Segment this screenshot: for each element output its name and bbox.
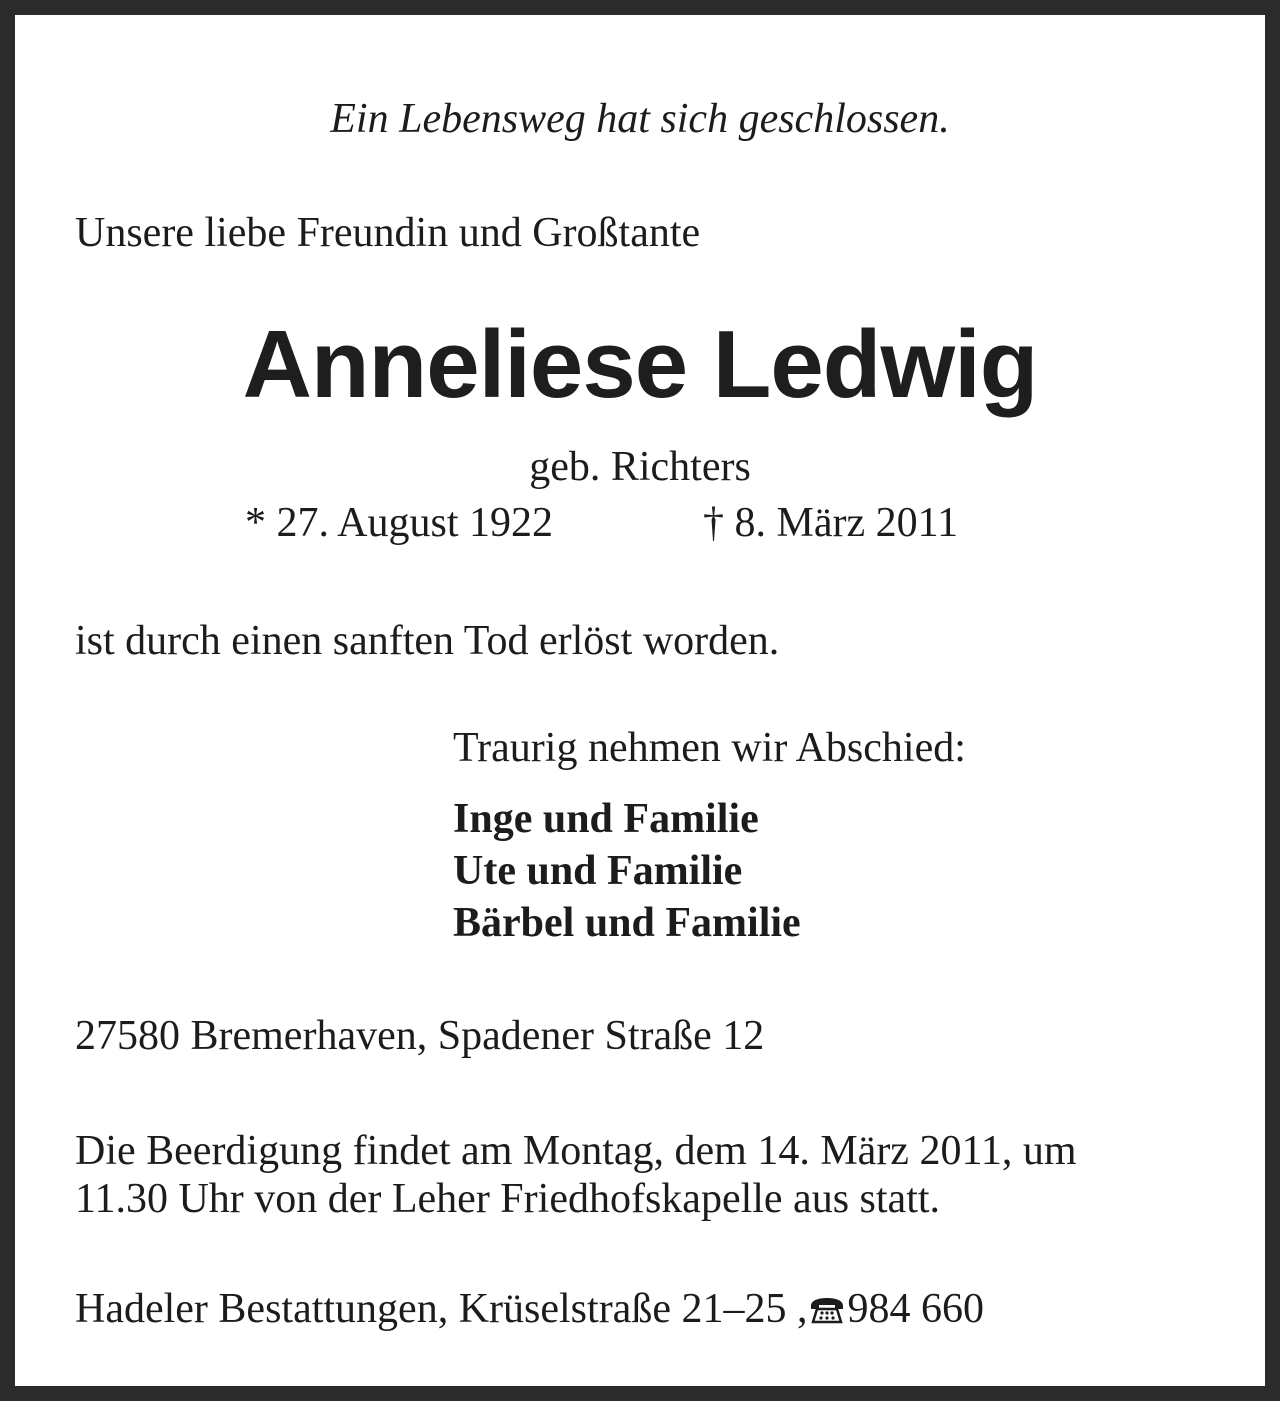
farewell-text: Traurig nehmen wir Abschied:: [453, 725, 966, 771]
undertaker-line: [75, 1283, 984, 1338]
funeral-line-2: 11.30 Uhr von der Leher Friedhofskapelle aus statt.: [75, 1176, 941, 1222]
maiden-name: geb. Richters: [529, 444, 751, 490]
death-date: † 8. März 2011: [703, 500, 959, 546]
mourner-3: Bärbel und Familie: [453, 900, 801, 946]
undertaker-text: Hadeler Bestattungen, Krüselstraße 21–25 ,: [75, 1286, 808, 1332]
funeral-line-1: Die Beerdigung findet am Montag, dem 14. März 2011, um: [75, 1128, 1077, 1174]
mourner-1: Inge und Familie: [453, 796, 759, 842]
birth-date: * 27. August 1922: [245, 500, 554, 546]
motto: Ein Lebensweg hat sich geschlossen.: [330, 96, 950, 142]
telephone-icon: [807, 1286, 847, 1338]
statement: ist durch einen sanften Tod erlöst worden.: [75, 618, 780, 664]
intro-text: Unsere liebe Freundin und Großtante: [75, 210, 701, 256]
phone-number: 984 660: [847, 1286, 984, 1332]
life-dates: [245, 497, 958, 549]
deceased-name: Anneliese Ledwig: [242, 311, 1038, 418]
mourner-2: Ute und Familie: [453, 848, 743, 894]
address: 27580 Bremerhaven, Spadener Straße 12: [75, 1013, 765, 1059]
